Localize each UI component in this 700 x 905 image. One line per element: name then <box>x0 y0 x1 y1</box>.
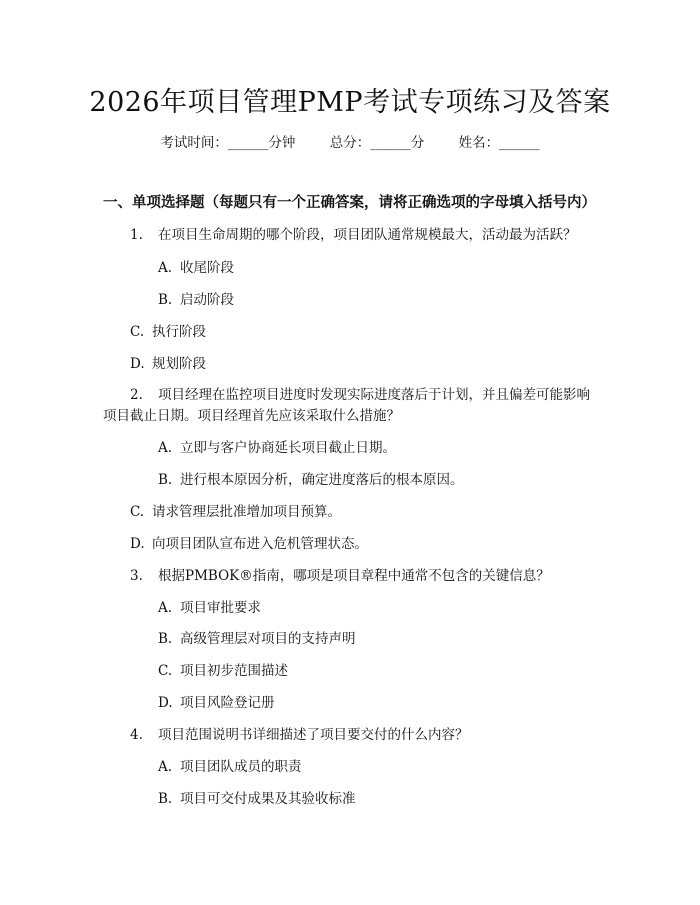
option-text: 启动阶段 <box>180 292 234 308</box>
option-text: 项目风险登记册 <box>180 695 275 711</box>
option-text: 进行根本原因分析，确定进度落后的根本原因。 <box>180 472 464 488</box>
question-1-option-c <box>130 320 206 340</box>
option-text: 请求管理层批准增加项目预算。 <box>152 504 341 520</box>
option-letter: B. <box>158 631 173 647</box>
option-letter: B. <box>158 472 173 488</box>
exam-info-line <box>0 131 700 151</box>
option-text: 项目可交付成果及其验收标准 <box>180 791 356 807</box>
question-4 <box>130 723 469 743</box>
total-score-unit: 分 <box>410 135 425 151</box>
option-letter: A. <box>158 759 173 775</box>
exam-time-label: 考试时间： <box>160 135 228 151</box>
section-heading: 一、单项选择题（每题只有一个正确答案，请将正确选项的字母填入括号内） <box>103 194 596 211</box>
option-text: 规划阶段 <box>152 356 206 372</box>
question-number: 2. <box>130 387 143 403</box>
option-text: 项目初步范围描述 <box>180 663 288 679</box>
name-blank: ______ <box>499 135 540 151</box>
question-3-option-b <box>158 627 356 647</box>
question-text: 项目范围说明书详细描述了项目要交付的什么内容？ <box>158 727 469 743</box>
question-3-option-d <box>158 691 275 711</box>
option-text: 收尾阶段 <box>180 260 234 276</box>
question-text: 项目经理在监控项目进度时发现实际进度落后于计划，并且偏差可能影响 <box>158 387 590 403</box>
question-3-option-a <box>158 596 261 616</box>
option-letter: D. <box>130 536 145 552</box>
option-letter: C. <box>130 504 145 520</box>
option-letter: D. <box>130 356 145 372</box>
question-number: 1. <box>130 227 143 243</box>
option-letter: B. <box>158 791 173 807</box>
exam-time-unit: 分钟 <box>268 135 296 151</box>
option-text: 立即与客户协商延长项目截止日期。 <box>180 440 396 456</box>
question-2-option-b <box>158 468 464 488</box>
document-title: 2026年项目管理PMP考试专项练习及答案 <box>89 87 611 118</box>
question-4-option-a <box>158 755 302 775</box>
question-1 <box>130 223 577 243</box>
question-1-option-b <box>158 288 234 308</box>
option-letter: A. <box>158 600 173 616</box>
option-text: 执行阶段 <box>152 324 206 340</box>
question-1-option-a <box>158 256 234 276</box>
exam-time-blank: ______ <box>227 135 269 151</box>
option-text: 项目审批要求 <box>180 600 261 616</box>
option-letter: C. <box>158 663 173 679</box>
option-letter: A. <box>158 260 173 276</box>
total-score-blank: ______ <box>370 135 411 151</box>
question-text: 根据PMBOK®指南，哪项是项目章程中通常不包含的关键信息？ <box>158 568 550 584</box>
question-3-option-c <box>158 659 288 679</box>
question-2-option-a <box>158 436 396 456</box>
question-2 <box>130 383 590 403</box>
question-text: 在项目生命周期的哪个阶段，项目团队通常规模最大，活动最为活跃？ <box>158 227 577 243</box>
question-2-continuation: 项目截止日期。项目经理首先应该采取什么措施？ <box>103 408 400 424</box>
question-1-option-d <box>130 352 206 372</box>
option-letter: A. <box>158 440 173 456</box>
option-text: 向项目团队宣布进入危机管理状态。 <box>152 536 368 552</box>
option-text: 高级管理层对项目的支持声明 <box>180 631 356 647</box>
option-letter: D. <box>158 695 173 711</box>
option-letter: B. <box>158 292 173 308</box>
question-3 <box>130 564 550 584</box>
question-2-option-c <box>130 500 341 520</box>
name-label: 姓名： <box>458 135 500 151</box>
question-number: 3. <box>130 568 143 584</box>
question-2-option-d <box>130 532 368 552</box>
option-letter: C. <box>130 324 145 340</box>
question-4-option-b <box>158 787 356 807</box>
total-score-label: 总分： <box>329 135 371 151</box>
option-text: 项目团队成员的职责 <box>180 759 302 775</box>
question-number: 4. <box>130 727 143 743</box>
